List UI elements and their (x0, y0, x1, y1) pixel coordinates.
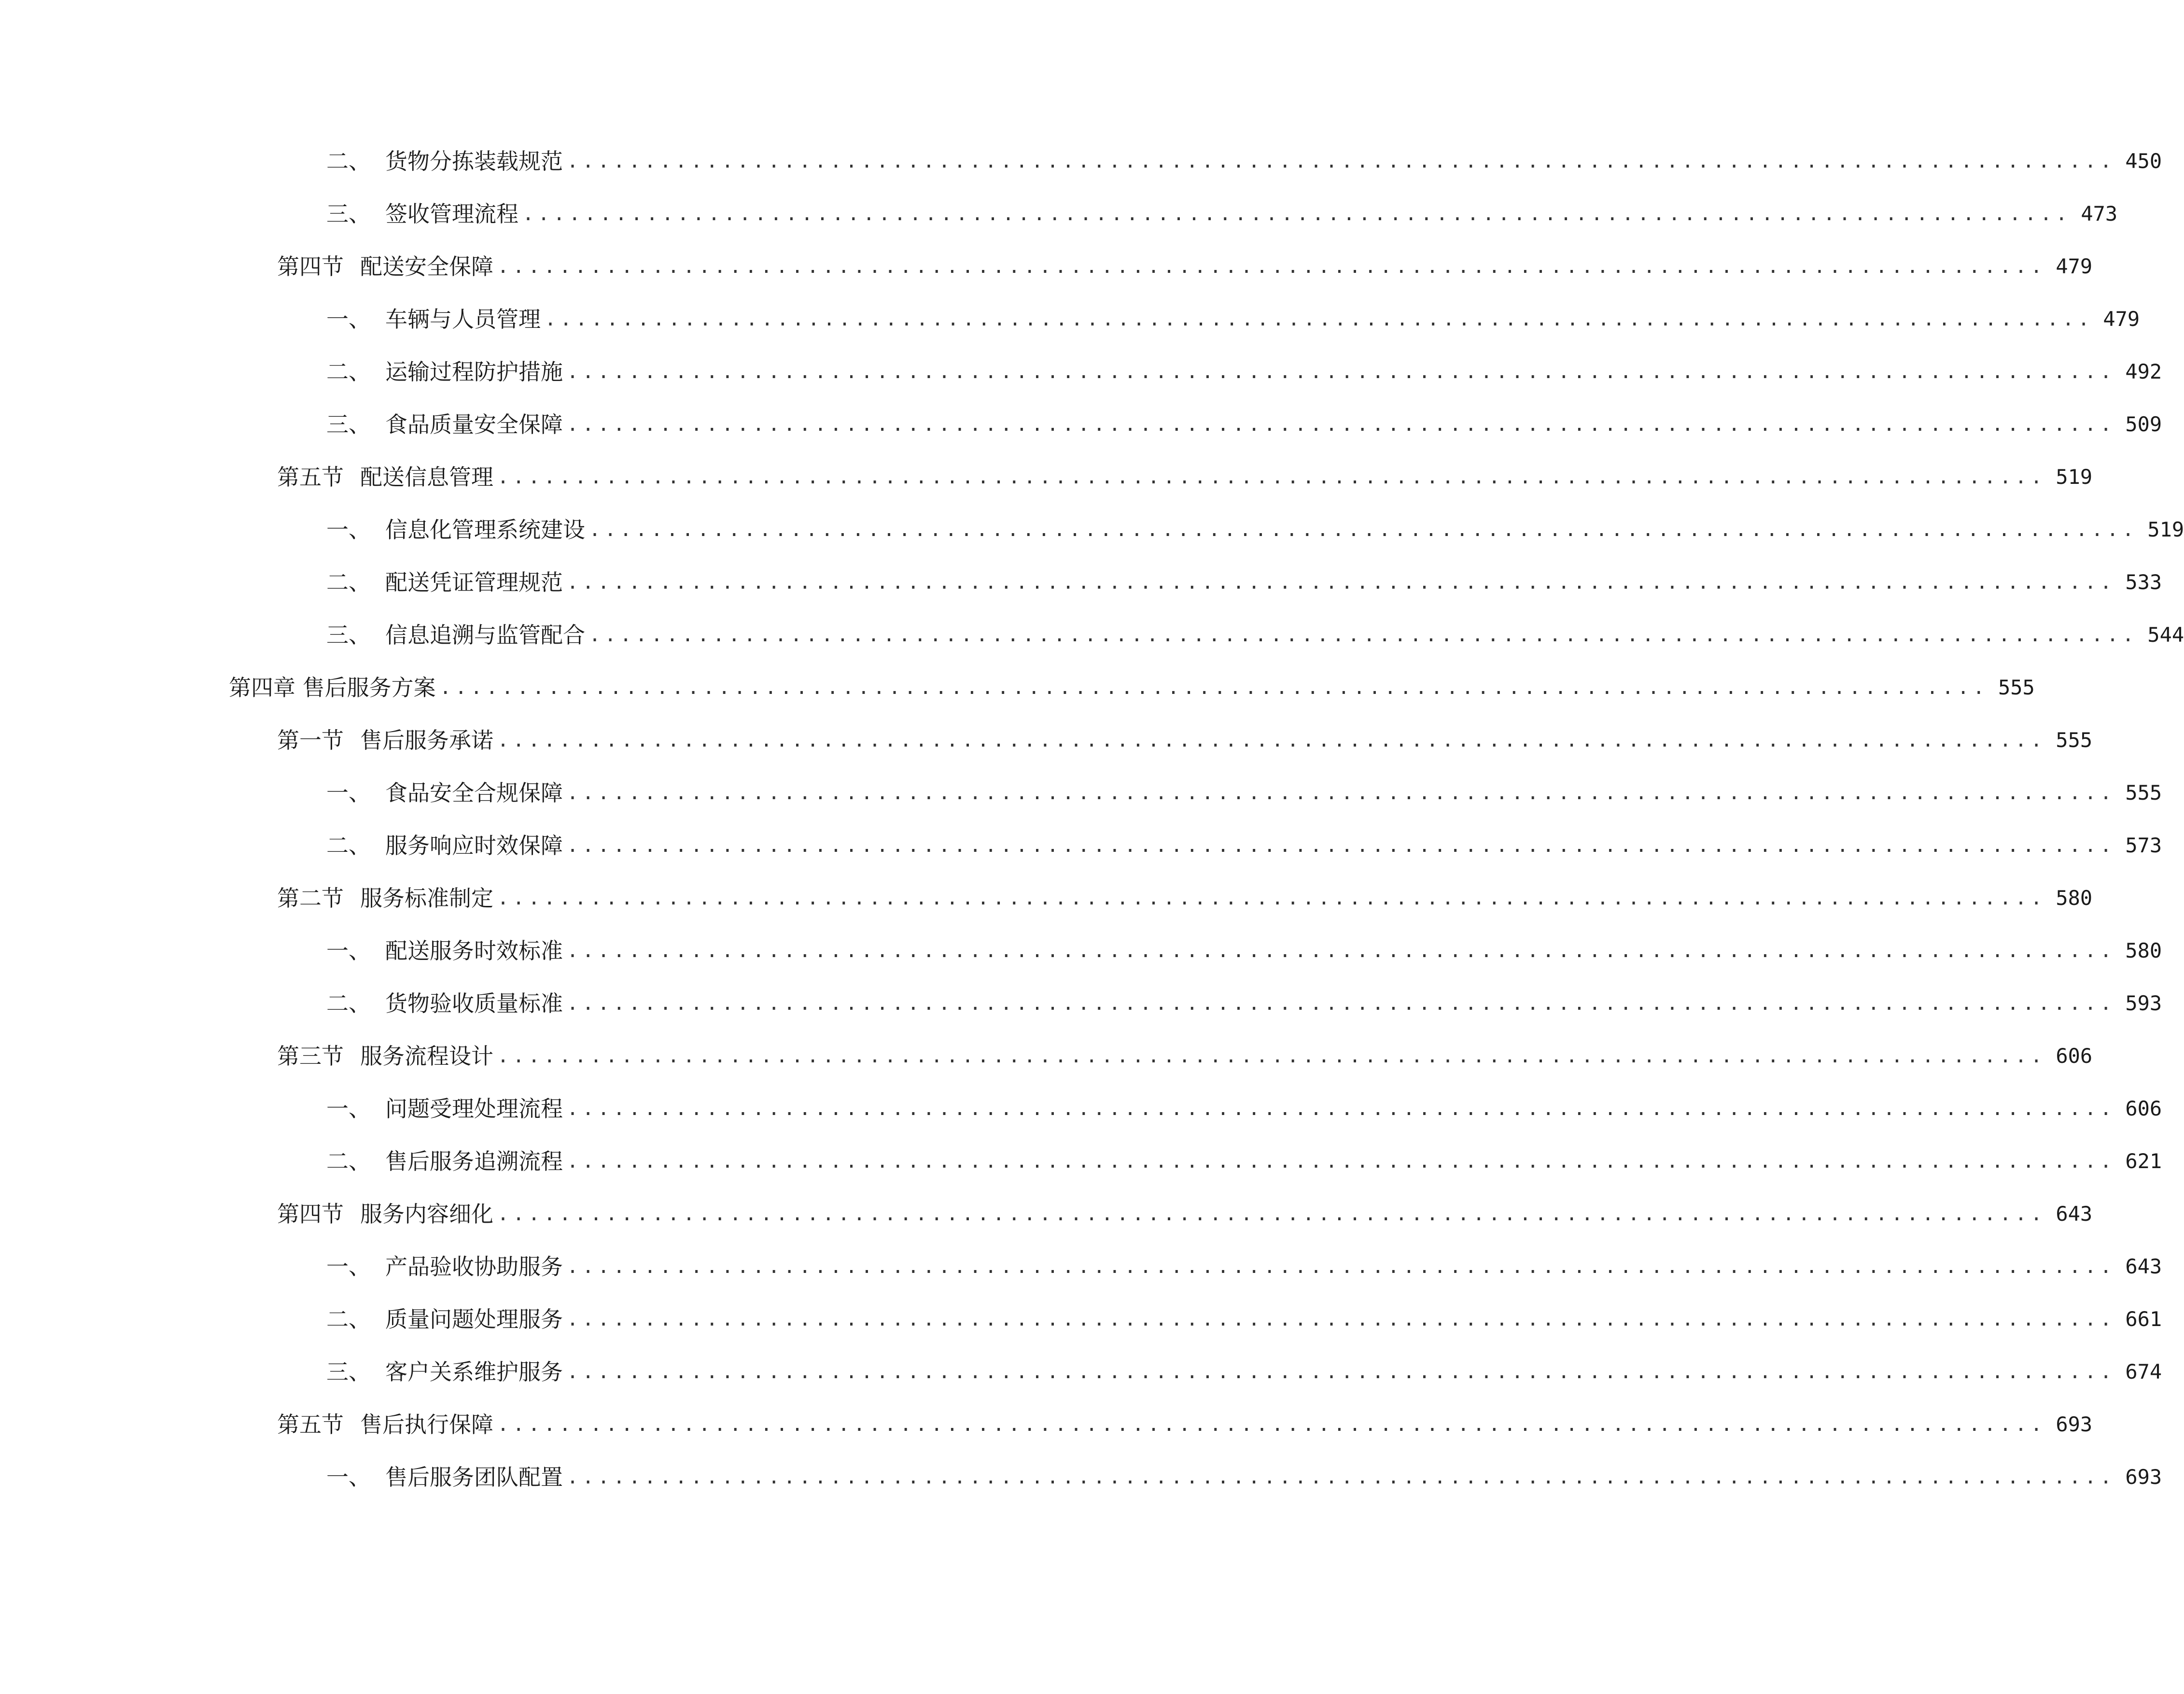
toc-entry[interactable] (326, 1143, 2162, 1180)
toc-entry[interactable] (326, 511, 2184, 548)
toc-entry-page-number: 643 (2056, 1202, 2093, 1226)
toc-entry[interactable] (277, 1038, 2093, 1074)
toc-entry-title: 售后服务追溯流程 (385, 1148, 563, 1174)
toc-entry-prefix: 一、 (326, 306, 371, 332)
toc-entry-page-number: 492 (2125, 360, 2162, 383)
toc-dot-leader: .................................................................................................... (589, 519, 2138, 541)
toc-entry-prefix: 第三节 (277, 1043, 344, 1069)
toc-entry-title: 售后执行保障 (360, 1412, 493, 1438)
toc-entry-page-number: 555 (2056, 728, 2093, 752)
toc-entry[interactable] (229, 669, 2035, 706)
toc-entry-title: 货物验收质量标准 (385, 990, 563, 1016)
toc-dot-leader: .................................................................................................... (567, 413, 2116, 436)
toc-entry-title: 车辆与人员管理 (385, 306, 541, 332)
toc-entry-prefix: 二、 (326, 148, 371, 174)
toc-dot-leader: .................................................................................................... (567, 1466, 2116, 1488)
toc-dot-leader: .................................................................................................... (497, 729, 2046, 751)
toc-entry-prefix: 三、 (326, 622, 371, 648)
toc-entry-prefix: 二、 (326, 1306, 371, 1332)
toc-entry[interactable] (277, 880, 2093, 917)
toc-dot-leader: .................................................................................................... (522, 203, 2072, 225)
toc-entry-title: 第四章 售后服务方案 (229, 675, 436, 701)
toc-entry-page-number: 580 (2125, 939, 2162, 962)
toc-entry-page-number: 450 (2125, 149, 2162, 173)
toc-entry-prefix: 一、 (326, 517, 371, 543)
toc-entry-prefix: 三、 (326, 1359, 371, 1385)
toc-entry-title: 货物分拣装载规范 (385, 148, 563, 174)
toc-entry[interactable] (277, 1196, 2093, 1232)
toc-entry-prefix: 第五节 (277, 464, 344, 490)
toc-entry[interactable] (326, 301, 2140, 338)
toc-entry-title: 服务响应时效保障 (385, 833, 563, 859)
toc-entry-title: 运输过程防护措施 (385, 359, 563, 385)
toc-entry-page-number: 580 (2056, 886, 2093, 910)
toc-entry-title: 配送信息管理 (360, 464, 493, 490)
toc-entry-page-number: 533 (2125, 570, 2162, 594)
toc-entry-page-number: 544 (2147, 623, 2184, 647)
toc-dot-leader: .................................................................................................... (567, 834, 2116, 857)
toc-entry[interactable] (277, 1406, 2093, 1443)
toc-entry[interactable] (326, 617, 2184, 653)
toc-dot-leader: .................................................................................................... (567, 1308, 2116, 1330)
toc-entry-title: 产品验收协助服务 (385, 1254, 563, 1280)
toc-dot-leader: .................................................................................................... (567, 150, 2116, 172)
toc-dot-leader: .................................................................................................... (567, 1256, 2116, 1278)
toc-entry-prefix: 第一节 (277, 727, 344, 753)
toc-entry-prefix: 三、 (326, 201, 371, 227)
toc-dot-leader: .................................................................................................... (567, 782, 2116, 804)
toc-entry[interactable] (326, 353, 2162, 390)
toc-dot-leader: .................................................................................................... (497, 466, 2046, 488)
toc-entry[interactable] (326, 1301, 2162, 1338)
toc-entry-title: 配送安全保障 (360, 254, 493, 280)
toc-entry-prefix: 一、 (326, 780, 371, 806)
toc-entry-page-number: 519 (2147, 518, 2184, 541)
toc-dot-leader: .................................................................................................... (567, 1150, 2116, 1172)
toc-entry-page-number: 593 (2125, 991, 2162, 1015)
toc-entry-prefix: 一、 (326, 1254, 371, 1280)
toc-entry-title: 食品质量安全保障 (385, 411, 563, 438)
toc-dot-leader: .................................................................................................... (567, 361, 2116, 383)
toc-entry-title: 客户关系维护服务 (385, 1359, 563, 1385)
toc-dot-leader: .................................................................................................... (497, 255, 2046, 278)
toc-entry-title: 服务标准制定 (360, 885, 493, 911)
toc-entry[interactable] (277, 248, 2093, 285)
toc-entry[interactable] (326, 564, 2162, 601)
toc-entry-page-number: 693 (2056, 1412, 2093, 1436)
toc-entry-page-number: 509 (2125, 412, 2162, 436)
toc-entry-title: 配送服务时效标准 (385, 938, 563, 964)
toc-entry-prefix: 第四节 (277, 254, 344, 280)
toc-entry[interactable] (326, 985, 2162, 1022)
toc-entry-prefix: 二、 (326, 990, 371, 1016)
toc-entry-prefix: 第五节 (277, 1412, 344, 1438)
toc-entry-title: 质量问题处理服务 (385, 1306, 563, 1332)
toc-entry-page-number: 573 (2125, 833, 2162, 857)
toc-entry-page-number: 555 (2125, 781, 2162, 805)
toc-entry[interactable] (326, 1248, 2162, 1285)
toc-entry-title: 信息化管理系统建设 (385, 517, 585, 543)
toc-entry-page-number: 621 (2125, 1149, 2162, 1173)
toc-entry-page-number: 643 (2125, 1255, 2162, 1278)
toc-entry-page-number: 606 (2125, 1097, 2162, 1120)
toc-entry[interactable] (326, 775, 2162, 811)
toc-entry[interactable] (277, 722, 2093, 759)
toc-entry-prefix: 第二节 (277, 885, 344, 911)
toc-entry[interactable] (326, 143, 2162, 180)
toc-entry-title: 售后服务承诺 (360, 727, 493, 753)
toc-entry-page-number: 555 (1998, 676, 2035, 699)
toc-entry-title: 食品安全合规保障 (385, 780, 563, 806)
toc-entry-title: 信息追溯与监管配合 (385, 622, 585, 648)
toc-entry-title: 问题受理处理流程 (385, 1096, 563, 1122)
toc-entry-prefix: 第四节 (277, 1201, 344, 1227)
toc-entry-title: 售后服务团队配置 (385, 1464, 563, 1490)
toc-dot-leader: .................................................................................................... (567, 1098, 2116, 1120)
toc-entry[interactable] (326, 827, 2162, 864)
toc-entry-page-number: 693 (2125, 1465, 2162, 1489)
toc-entry-page-number: 519 (2056, 465, 2093, 489)
toc-entry[interactable] (326, 406, 2162, 443)
toc-entry-title: 服务内容细化 (360, 1201, 493, 1227)
toc-entry-page-number: 606 (2056, 1044, 2093, 1068)
toc-entry-prefix: 一、 (326, 938, 371, 964)
toc-entry-prefix: 一、 (326, 1464, 371, 1490)
toc-dot-leader: .................................................................................................... (545, 308, 2094, 330)
toc-dot-leader: .................................................................................................... (497, 1045, 2046, 1067)
toc-entry-page-number: 473 (2081, 202, 2118, 226)
toc-entry[interactable] (326, 1354, 2162, 1390)
toc-entry[interactable] (326, 1090, 2162, 1127)
toc-entry-page-number: 479 (2103, 307, 2140, 331)
toc-dot-leader: .................................................................................................... (567, 992, 2116, 1015)
toc-dot-leader: .................................................................................................... (567, 940, 2116, 962)
toc-entry-prefix: 三、 (326, 411, 371, 438)
toc-dot-leader: .................................................................................................... (497, 1203, 2046, 1225)
toc-dot-leader: .................................................................................................... (497, 1413, 2046, 1436)
toc-entry-prefix: 二、 (326, 359, 371, 385)
toc-entry-prefix: 二、 (326, 833, 371, 859)
toc-entry[interactable] (326, 1459, 2162, 1496)
toc-dot-leader: .................................................................................................... (497, 887, 2046, 909)
toc-entry-prefix: 二、 (326, 1148, 371, 1174)
toc-entry[interactable] (326, 932, 2162, 969)
toc-entry-page-number: 661 (2125, 1307, 2162, 1331)
toc-entry-title: 配送凭证管理规范 (385, 569, 563, 595)
toc-entry-page-number: 479 (2056, 254, 2093, 278)
toc-entry[interactable] (326, 196, 2118, 232)
toc-entry-prefix: 二、 (326, 569, 371, 595)
toc-entry-title: 服务流程设计 (360, 1043, 493, 1069)
toc-dot-leader: .................................................................................................... (567, 571, 2116, 593)
toc-entry[interactable] (277, 459, 2093, 495)
toc-entry-title: 签收管理流程 (385, 201, 518, 227)
toc-entry-prefix: 一、 (326, 1096, 371, 1122)
toc-dot-leader: .................................................................................................... (567, 1361, 2116, 1383)
toc-entry-page-number: 674 (2125, 1360, 2162, 1383)
toc-dot-leader: .................................................................................................... (439, 677, 1988, 699)
toc-dot-leader: .................................................................................................... (589, 624, 2138, 646)
